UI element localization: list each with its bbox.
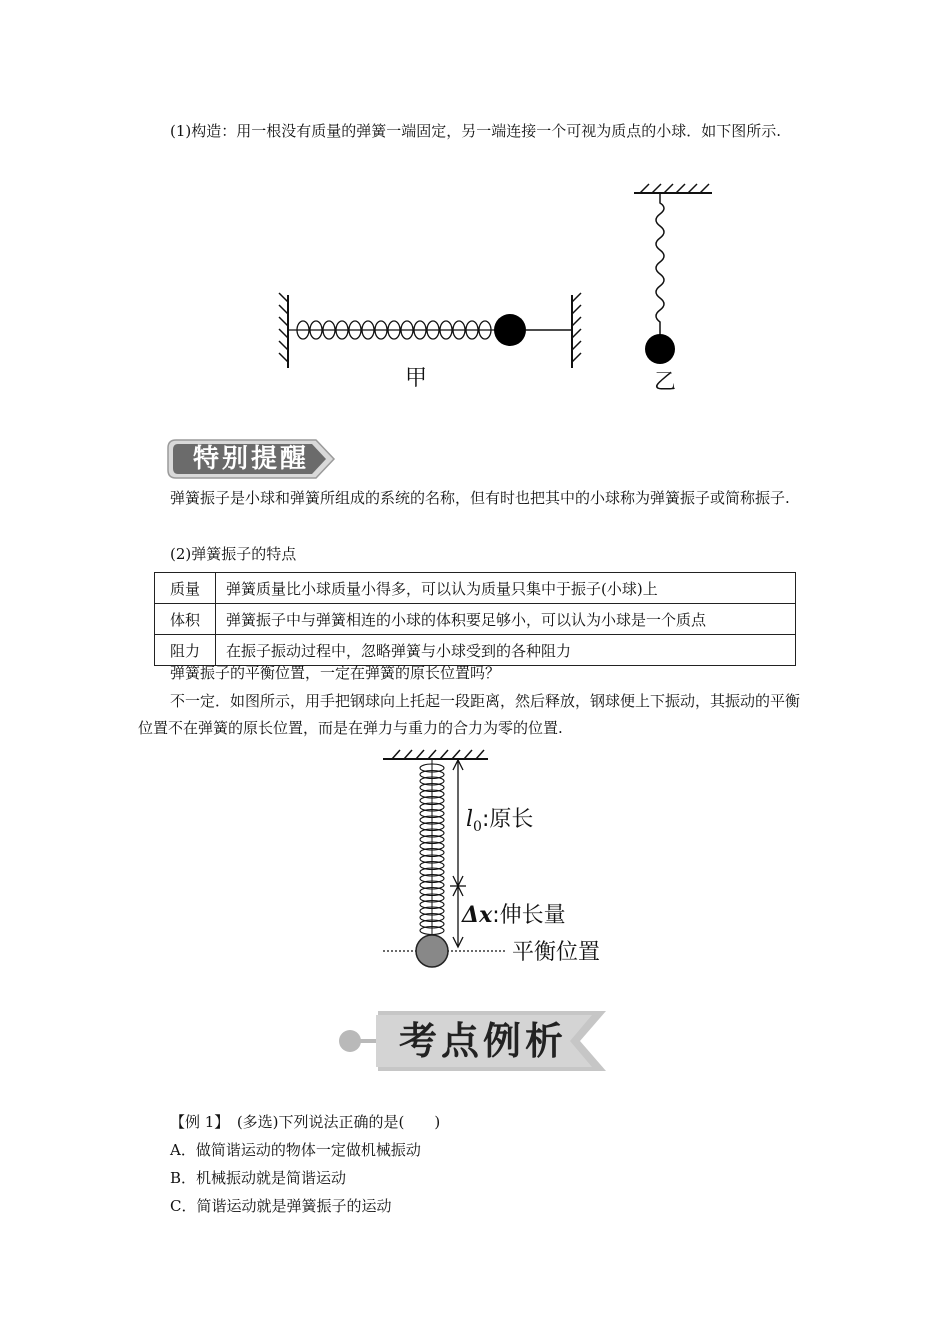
label-yi: 乙 (654, 370, 677, 395)
option-b[interactable]: B．机械振动就是简谐运动 (170, 1169, 347, 1187)
reminder-paragraph: 弹簧振子是小球和弹簧所组成的系统的名称，但有时也把其中的小球称为弹簧振子或简称振子. (170, 489, 790, 507)
ceiling-hatch-2 (392, 750, 484, 759)
section-title: 考点例析 (398, 1019, 567, 1063)
example-stem (170, 1112, 440, 1132)
feature-key: 阻力 (155, 635, 216, 666)
label-jia: 甲 (405, 366, 428, 391)
answer-paragraph: 不一定．如图所示，用手把钢球向上托起一段距离，然后释放，钢球便上下振动，其振动的平衡位置不在弹簧的原长位置，而是在弹力与重力的合力为零的位置. (138, 692, 801, 737)
steel-ball (416, 935, 448, 967)
option-a[interactable]: A．做简谐运动的物体一定做机械振动 (170, 1141, 421, 1159)
equilibrium-label: 平衡位置 (512, 940, 601, 965)
example-tag: 【例 1】 (170, 1113, 222, 1131)
features-heading: (2)弹簧振子的特点 (170, 545, 297, 563)
feature-value: 弹簧质量比小球质量小得多，可以认为质量只集中于振子(小球)上 (216, 573, 796, 604)
feature-value: 在振子振动过程中，忽略弹簧与小球受到的各种阻力 (216, 635, 796, 666)
question-text: 弹簧振子的平衡位置，一定在弹簧的原长位置吗？ (170, 664, 501, 682)
option-c[interactable]: C．简谐运动就是弹簧振子的运动 (170, 1197, 392, 1215)
feature-key: 体积 (155, 604, 216, 635)
delta-x-label: Δx:伸长量 (462, 902, 566, 928)
construction-paragraph: (1)构造：用一根没有质量的弹簧一端固定，另一端连接一个可视为质点的小球．如下图所示. (170, 122, 782, 140)
l0-label: $l_0$:原长 (466, 807, 534, 835)
feature-key: 质量 (155, 573, 216, 604)
feature-value: 弹簧振子中与弹簧相连的小球的体积要足够小，可以认为小球是一个质点 (216, 604, 796, 635)
example-question: (多选)下列说法正确的是( ) (236, 1113, 441, 1131)
reminder-badge-text: 特别提醒 (192, 444, 309, 474)
